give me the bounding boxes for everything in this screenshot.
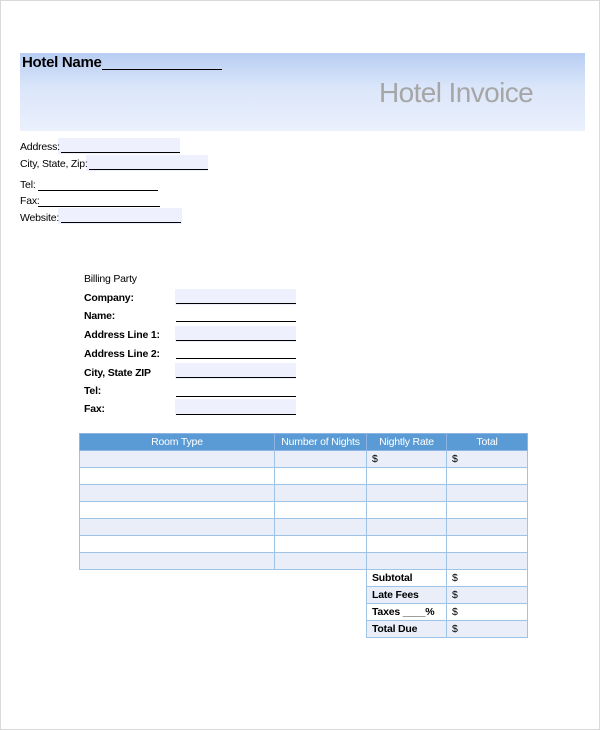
nights-cell[interactable] (275, 451, 367, 468)
hotel-name-label: Hotel Name (22, 54, 102, 71)
nightly-rate-cell[interactable] (367, 553, 447, 570)
total-cell[interactable] (447, 536, 528, 553)
city-state-zip-label: City, State, Zip: (20, 158, 88, 170)
fax-field[interactable] (38, 206, 160, 207)
late-fees-row (367, 587, 528, 604)
address-field[interactable] (61, 152, 180, 153)
room-table (79, 433, 528, 570)
total-due-row (367, 621, 528, 638)
nights-cell[interactable] (275, 485, 367, 502)
billing-city-state-zip-field[interactable] (176, 377, 296, 378)
room-type-cell[interactable] (80, 485, 275, 502)
billing-fax-label: Fax: (84, 403, 105, 415)
billing-fax-field[interactable] (176, 414, 296, 415)
late-fees-label: Late Fees (367, 587, 447, 604)
nights-cell[interactable] (275, 468, 367, 485)
nightly-rate-cell[interactable] (367, 468, 447, 485)
subtotal-label: Subtotal (367, 570, 447, 587)
billing-fax-field-bg (175, 399, 296, 415)
total-cell[interactable] (447, 502, 528, 519)
total-due-label: Total Due (367, 621, 447, 638)
total-due-value[interactable]: $ (447, 621, 528, 638)
total-cell[interactable]: $ (447, 451, 528, 468)
nightly-rate-cell[interactable] (367, 485, 447, 502)
billing-tel-label: Tel: (84, 385, 102, 397)
nights-cell[interactable] (275, 536, 367, 553)
invoice-title: Hotel Invoice (379, 77, 534, 108)
room-table-header (80, 434, 528, 451)
table-row (80, 502, 528, 519)
subtotal-value[interactable]: $ (447, 570, 528, 587)
room-type-cell[interactable] (80, 468, 275, 485)
billing-company-field[interactable] (176, 303, 296, 304)
billing-name-label: Name: (84, 310, 116, 322)
table-row (80, 485, 528, 502)
billing-address1-label: Address Line 1: (84, 329, 160, 341)
billing-address2-label: Address Line 2: (84, 348, 160, 360)
tel-field[interactable] (38, 190, 158, 191)
taxes-value[interactable]: $ (447, 604, 528, 621)
table-row (80, 536, 528, 553)
billing-address2-field[interactable] (176, 358, 296, 359)
fax-label: Fax: (20, 195, 40, 207)
nightly-rate-cell[interactable] (367, 536, 447, 553)
billing-address1-field[interactable] (176, 340, 296, 341)
hotel-name-field[interactable] (102, 69, 222, 70)
nights-cell[interactable] (275, 519, 367, 536)
billing-city-state-zip-label: City, State ZIP (84, 367, 151, 379)
room-type-cell[interactable] (80, 553, 275, 570)
taxes-row (367, 604, 528, 621)
nightly-rate-cell[interactable]: $ (367, 451, 447, 468)
room-type-cell[interactable] (80, 451, 275, 468)
total-cell[interactable] (447, 485, 528, 502)
billing-name-field[interactable] (176, 321, 296, 322)
total-header: Total (447, 434, 528, 451)
nights-cell[interactable] (275, 553, 367, 570)
nights-cell[interactable] (275, 502, 367, 519)
subtotal-row (367, 570, 528, 587)
table-row (80, 468, 528, 485)
total-cell[interactable] (447, 468, 528, 485)
table-row (80, 553, 528, 570)
tel-label: Tel: (20, 179, 36, 191)
taxes-label: Taxes ____% (367, 604, 447, 621)
nightly-rate-cell[interactable] (367, 519, 447, 536)
summary-table (366, 569, 528, 638)
city-state-zip-field[interactable] (89, 169, 208, 170)
room-type-cell[interactable] (80, 519, 275, 536)
table-row (80, 519, 528, 536)
room-type-header: Room Type (80, 434, 275, 451)
website-field[interactable] (61, 222, 181, 223)
nightly-rate-header: Nightly Rate (367, 434, 447, 451)
table-row (80, 451, 528, 468)
nightly-rate-cell[interactable] (367, 502, 447, 519)
billing-party-heading: Billing Party (84, 273, 137, 285)
address-label: Address: (20, 141, 60, 153)
late-fees-value[interactable]: $ (447, 587, 528, 604)
number-of-nights-header: Number of Nights (275, 434, 367, 451)
billing-tel-field[interactable] (176, 396, 296, 397)
room-type-cell[interactable] (80, 502, 275, 519)
website-label: Website: (20, 212, 60, 224)
room-type-cell[interactable] (80, 536, 275, 553)
billing-company-label: Company: (84, 292, 134, 304)
total-cell[interactable] (447, 519, 528, 536)
total-cell[interactable] (447, 553, 528, 570)
